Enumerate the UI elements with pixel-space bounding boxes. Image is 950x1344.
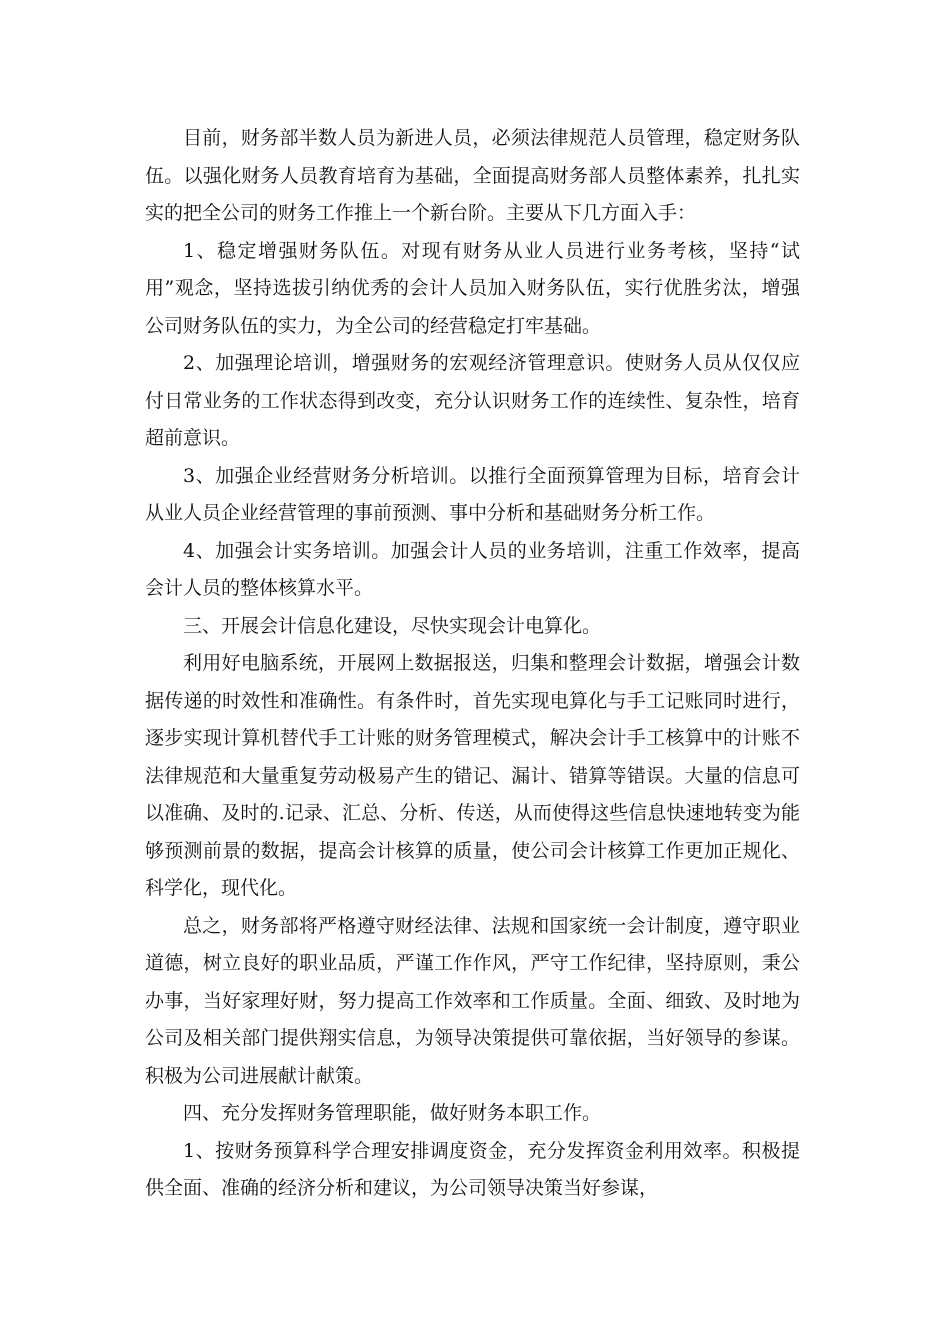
paragraph-computerization: 利用好电脑系统，开展网上数据报送，归集和整理会计数据，增强会计数据传递的时效性和准确性。有条件时，首先实现电算化与手工记账同时进行，逐步实现计算机替代手工计账的财务管理模式，解决会计手工核算中的计账不法律规范和大量重复劳动极易产生的错记、漏计、错算等错误。大量的信息可以准确、及时的.记录、汇总、分析、传送，从而使得这些信息快速地转变为能够预测前景的数据，提高会计核算的质量，使公司会计核算工作更加正规化、科学化，现代化。: [145, 652, 800, 899]
paragraph-item-3-analysis-training: 3、加强企业经营财务分析培训。以推行全面预算管理为目标，培育会计从业人员企业经营管理的事前预测、事中分析和基础财务分析工作。: [145, 464, 800, 524]
paragraph-intro: 目前，财务部半数人员为新进人员，必须法律规范人员管理，稳定财务队伍。以强化财务人员教育培育为基础，全面提高财务部人员整体素养，扎扎实实的把全公司的财务工作推上一个新台阶。主要从下几方面入手：: [145, 127, 800, 224]
paragraph-item-4-practice-training: 4、加强会计实务培训。加强会计人员的业务培训，注重工作效率，提高会计人员的整体核算水平。: [145, 539, 800, 599]
section-heading-4: 四、充分发挥财务管理职能，做好财务本职工作。: [183, 1102, 602, 1124]
paragraph-item-2-theory-training: 2、加强理论培训，增强财务的宏观经济管理意识。使财务人员从仅仅应付日常业务的工作状态得到改变，充分认识财务工作的连续性、复杂性，培育超前意识。: [145, 352, 800, 449]
section-heading-3: 三、开展会计信息化建设，尽快实现会计电算化。: [183, 614, 602, 637]
document-body: [145, 120, 800, 1208]
paragraph-item-1-stabilize-team: 1、稳定增强财务队伍。对现有财务从业人员进行业务考核，坚持“试用”观念，坚持选拔引纳优秀的会计人员加入财务队伍，实行优胜劣汰，增强公司财务队伍的实力，为全公司的经营稳定打牢基础。: [145, 239, 800, 337]
paragraph-summary: 总之，财务部将严格遵守财经法律、法规和国家统一会计制度，遵守职业道德，树立良好的职业品质，严谨工作作风，严守工作纪律，坚持原则，秉公办事，当好家理好财，努力提高工作效率和工作质量。全面、细致、及时地为公司及相关部门提供翔实信息，为领导决策提供可靠依据，当好领导的参谋。积极为公司进展献计献策。: [145, 914, 800, 1087]
paragraph-item-1-budget: 1、按财务预算科学合理安排调度资金，充分发挥资金利用效率。积极提供全面、准确的经济分析和建议，为公司领导决策当好参谋，: [145, 1139, 800, 1199]
